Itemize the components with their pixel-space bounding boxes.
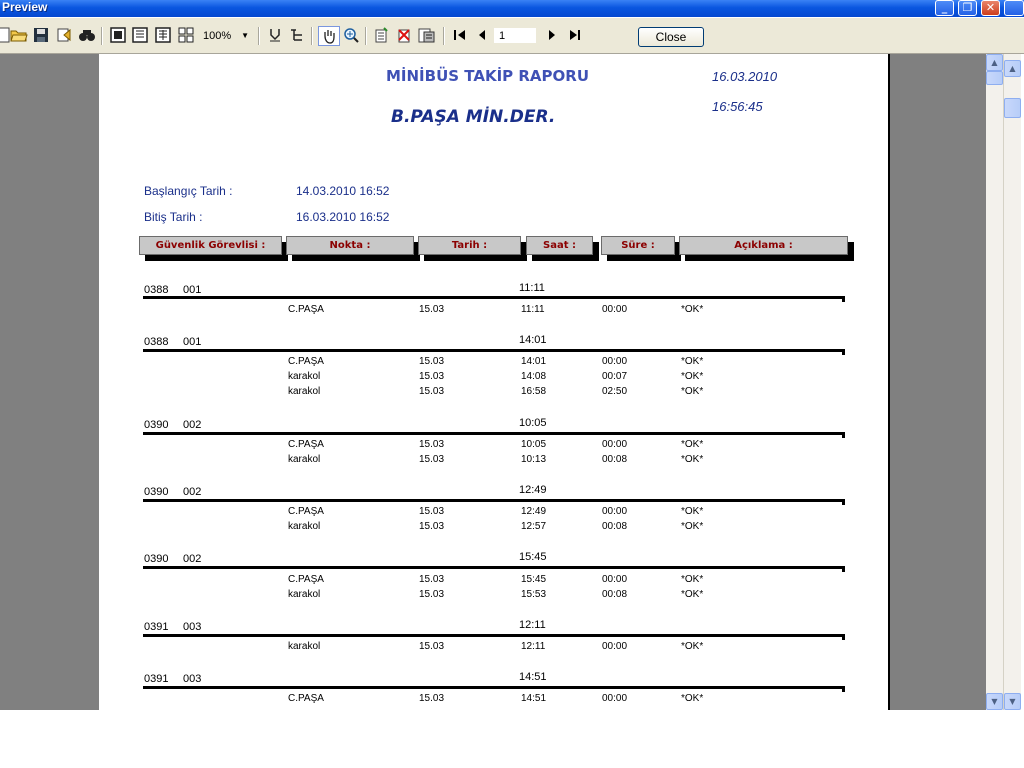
guard-no: 001: [183, 284, 202, 296]
row-date: 15.03: [419, 356, 445, 367]
column-header-duration: Süre :: [601, 236, 675, 255]
row-time: 12:11: [521, 641, 546, 652]
row-point: karakol: [288, 386, 321, 397]
row-date: 15.03: [419, 574, 445, 585]
row-time: 14:51: [521, 693, 547, 704]
row-note: *OK*: [681, 641, 704, 652]
row-note: *OK*: [681, 574, 704, 585]
vertical-scrollbar[interactable]: [986, 54, 1003, 710]
last-page-icon[interactable]: [565, 26, 585, 44]
first-page-icon[interactable]: [450, 26, 470, 44]
row-time: 10:13: [521, 454, 547, 465]
row-duration: 00:00: [602, 356, 628, 367]
start-date-label: Başlangıç Tarih :: [144, 184, 233, 198]
print-time: 16:56:45: [712, 99, 763, 114]
find-icon[interactable]: [77, 26, 97, 44]
row-time: 14:01: [521, 356, 547, 367]
previous-page-icon[interactable]: [472, 26, 492, 44]
end-date-value: 16.03.2010 16:52: [296, 210, 390, 224]
column-header-description: Açıklama :: [679, 236, 848, 255]
row-point: karakol: [288, 589, 321, 600]
delete-page-icon[interactable]: [394, 26, 414, 44]
fit-icon[interactable]: [265, 26, 285, 44]
guard-no: 003: [183, 621, 202, 633]
row-note: *OK*: [681, 356, 704, 367]
export-icon[interactable]: [54, 26, 74, 44]
row-note: *OK*: [681, 386, 704, 397]
maximize-button[interactable]: ❐: [958, 0, 977, 16]
row-duration: 00:00: [602, 506, 628, 517]
hand-tool-icon[interactable]: [318, 26, 340, 46]
end-date-label: Bitiş Tarih :: [144, 210, 203, 224]
row-date: 15.03: [419, 371, 445, 382]
zoom-in-icon[interactable]: [341, 26, 361, 44]
guard-code: 0390: [144, 553, 169, 565]
row-duration: 02:50: [602, 386, 628, 397]
row-note: *OK*: [681, 454, 704, 465]
guard-no: 002: [183, 553, 202, 565]
next-page-icon[interactable]: [542, 26, 562, 44]
row-point: C.PAŞA: [288, 356, 324, 367]
row-duration: 00:07: [602, 371, 628, 382]
outer-scrollbar[interactable]: [1003, 54, 1021, 710]
group-time: 11:11: [519, 282, 545, 294]
page-settings-icon[interactable]: [417, 26, 437, 44]
row-point: C.PAŞA: [288, 506, 324, 517]
start-date-value: 14.03.2010 16:52: [296, 184, 390, 198]
group-time: 14:01: [519, 334, 547, 346]
row-duration: 00:00: [602, 439, 628, 450]
row-date: 15.03: [419, 454, 445, 465]
row-date: 15.03: [419, 589, 445, 600]
one-page-icon[interactable]: [130, 26, 150, 44]
zoom-value: 100%: [203, 30, 232, 42]
guard-no: 002: [183, 419, 202, 431]
row-note: *OK*: [681, 693, 704, 704]
outer-scroll-up-icon[interactable]: ▲: [1004, 60, 1021, 77]
row-note: *OK*: [681, 521, 704, 532]
zoom-select[interactable]: [203, 28, 251, 44]
row-date: 15.03: [419, 304, 445, 315]
row-note: *OK*: [681, 589, 704, 600]
row-date: 15.03: [419, 386, 445, 397]
row-date: 15.03: [419, 521, 445, 532]
guard-code: 0391: [144, 673, 169, 685]
row-point: C.PAŞA: [288, 574, 324, 585]
column-header-date: Tarih :: [418, 236, 521, 255]
guard-no: 003: [183, 673, 202, 685]
row-note: *OK*: [681, 304, 704, 315]
column-header-guard: Güvenlik Görevlisi :: [139, 236, 282, 255]
row-duration: 00:00: [602, 574, 628, 585]
row-point: C.PAŞA: [288, 693, 324, 704]
outline-icon[interactable]: [287, 26, 307, 44]
scroll-down-icon[interactable]: ▼: [986, 693, 1003, 710]
scroll-up-icon[interactable]: ▲: [986, 54, 1003, 71]
row-time: 12:49: [521, 506, 547, 517]
window-close-button[interactable]: ✕: [981, 0, 1000, 16]
row-duration: 00:08: [602, 589, 628, 600]
guard-code: 0388: [144, 336, 169, 348]
row-date: 15.03: [419, 641, 445, 652]
row-point: karakol: [288, 454, 321, 465]
row-time: 15:45: [521, 574, 547, 585]
guard-no: 002: [183, 486, 202, 498]
guard-no: 001: [183, 336, 202, 348]
row-date: 15.03: [419, 693, 445, 704]
row-time: 14:08: [521, 371, 547, 382]
outer-scroll-down-icon[interactable]: ▼: [1004, 693, 1021, 710]
two-pages-icon[interactable]: [153, 26, 173, 44]
row-duration: 00:08: [602, 454, 628, 465]
title-bar: [0, 0, 1024, 17]
minimize-button[interactable]: _: [935, 0, 954, 16]
report-subtitle: B.PAŞA MİN.DER.: [391, 107, 556, 127]
print-date: 16.03.2010: [712, 69, 778, 84]
row-point: C.PAŞA: [288, 439, 324, 450]
row-point: C.PAŞA: [288, 304, 324, 315]
help-button[interactable]: [1004, 0, 1024, 16]
chevron-down-icon: ▼: [241, 31, 249, 40]
row-note: *OK*: [681, 506, 704, 517]
row-duration: 00:08: [602, 521, 628, 532]
row-time: 12:57: [521, 521, 547, 532]
toolbar: [0, 18, 1024, 54]
group-time: 15:45: [519, 551, 547, 563]
row-note: *OK*: [681, 439, 704, 450]
multi-page-icon[interactable]: [176, 26, 196, 44]
group-time: 14:51: [519, 671, 547, 683]
guard-code: 0390: [144, 419, 169, 431]
page-width-icon[interactable]: [108, 26, 128, 44]
report-page: [99, 54, 890, 710]
row-point: karakol: [288, 371, 321, 382]
column-header-point: Nokta :: [286, 236, 414, 255]
row-point: karakol: [288, 641, 321, 652]
save-icon[interactable]: [31, 26, 51, 44]
report-title: MİNİBÜS TAKİP RAPORU: [386, 67, 590, 85]
row-time: 16:58: [521, 386, 547, 397]
group-time: 10:05: [519, 417, 547, 429]
row-date: 15.03: [419, 506, 445, 517]
row-duration: 00:00: [602, 304, 628, 315]
column-header-time: Saat :: [526, 236, 593, 255]
row-time: 11:11: [521, 304, 545, 315]
row-date: 15.03: [419, 439, 445, 450]
scroll-thumb[interactable]: [986, 71, 1003, 85]
page-number-input[interactable]: 1: [494, 28, 536, 43]
row-duration: 00:00: [602, 693, 628, 704]
row-time: 10:05: [521, 439, 547, 450]
window-title: Preview: [2, 0, 48, 14]
group-time: 12:49: [519, 484, 547, 496]
group-time: 12:11: [519, 619, 546, 631]
row-duration: 00:00: [602, 641, 628, 652]
row-note: *OK*: [681, 371, 704, 382]
edit-page-icon[interactable]: [371, 26, 391, 44]
open-icon[interactable]: [9, 26, 29, 44]
row-point: karakol: [288, 521, 321, 532]
row-time: 15:53: [521, 589, 547, 600]
outer-scroll-thumb[interactable]: [1004, 98, 1021, 118]
guard-code: 0388: [144, 284, 169, 296]
close-button[interactable]: Close: [638, 27, 704, 47]
guard-code: 0391: [144, 621, 169, 633]
guard-code: 0390: [144, 486, 169, 498]
preview-area[interactable]: [0, 54, 986, 710]
